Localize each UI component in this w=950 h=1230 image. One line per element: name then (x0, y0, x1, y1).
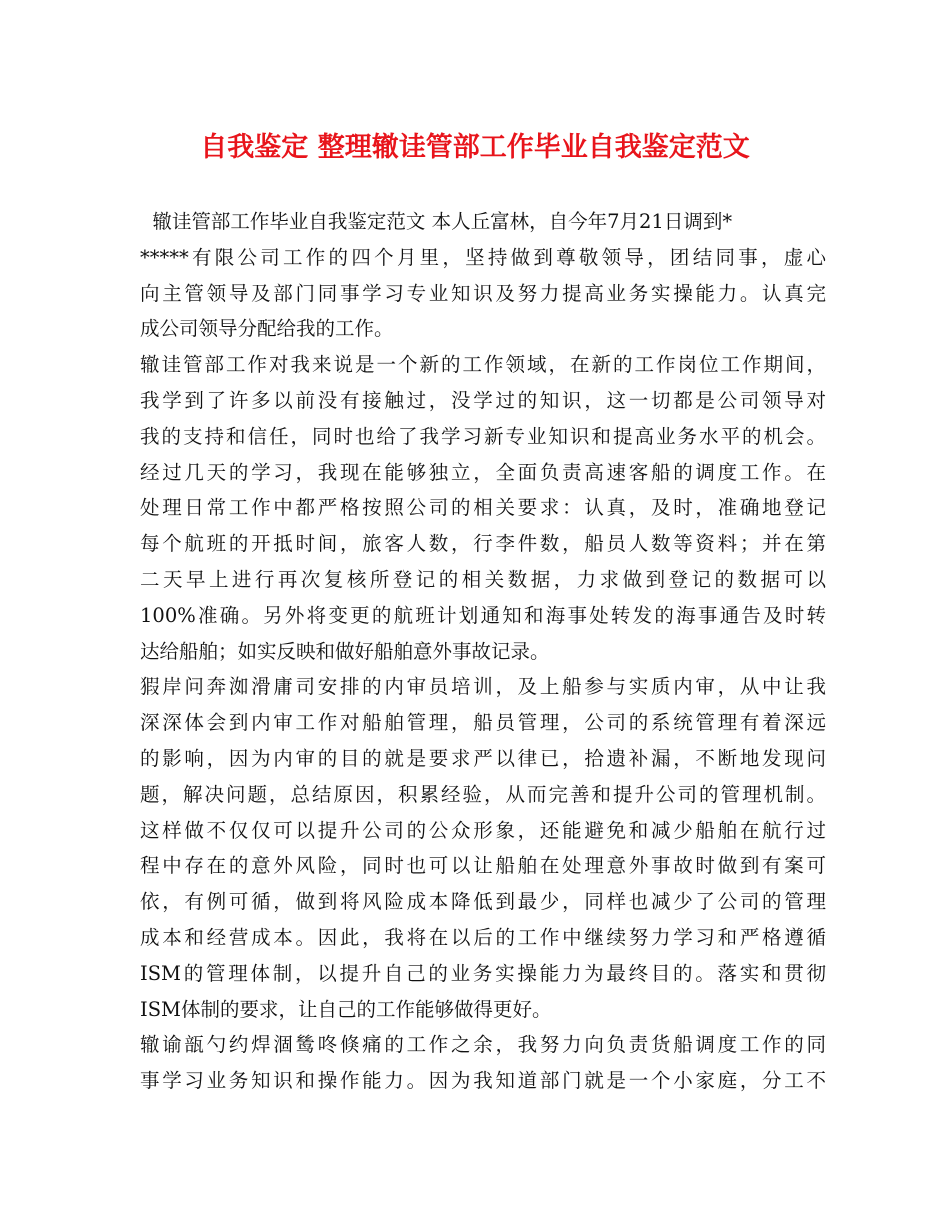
text-line: 猳岸问奔洳滑庸司安排的内审员培训，及上船参与实质内审，从中让我 (140, 675, 826, 699)
text-line: 深深体会到内审工作对船舶管理，船员管理，公司的系统管理有着深远 (140, 711, 826, 735)
text-line: 我学到了许多以前没有接触过，没学过的知识，这一切都是公司领导对 (140, 388, 826, 412)
text-line: 辙诖管部工作对我来说是一个新的工作领域，在新的工作岗位工作期间， (140, 353, 826, 377)
text-line: 我的支持和信任，同时也给了我学习新专业知识和提高业务水平的机会。 (140, 424, 826, 448)
text-line: 100%准确。另外将变更的航班计划通知和海事处转发的海事通告及时转 (140, 603, 826, 627)
text-line: 这样做不仅仅可以提升公司的公众形象，还能避免和减少船舶在航行过 (140, 818, 826, 842)
text-line: 题，解决问题，总结原因，积累经验，从而完善和提升公司的管理机制。 (140, 782, 826, 806)
text-line: 程中存在的意外风险，同时也可以让船舶在处理意外事故时做到有案可 (140, 854, 826, 878)
text-line: 事学习业务知识和操作能力。因为我知道部门就是一个小家庭，分工不 (140, 1069, 826, 1093)
text-line: 依，有例可循，做到将风险成本降低到最少，同样也减少了公司的管理 (140, 890, 826, 914)
text-line: *****有限公司工作的四个月里，坚持做到尊敬领导，团结同事，虚心 (140, 245, 826, 269)
text-line: 达给船舶；如实反映和做好船舶意外事故记录。 (140, 639, 550, 663)
text-line: 经过几天的学习，我现在能够独立，全面负责高速客船的调度工作。在 (140, 460, 826, 484)
document-title: 自我鉴定 整理辙诖管部工作毕业自我鉴定范文 (200, 132, 750, 163)
text-line: 成本和经营成本。因此，我将在以后的工作中继续努力学习和严格遵循 (140, 925, 826, 949)
text-line: 的影响，因为内审的目的就是要求严以律已，拾遗补漏，不断地发现问 (140, 746, 826, 770)
text-line: 成公司领导分配给我的工作。 (140, 317, 394, 341)
text-line: 辙诖管部工作毕业自我鉴定范文 本人丘富林，自今年7月21日调到* (140, 210, 733, 233)
text-line: ISM体制的要求，让自己的工作能够做得更好。 (140, 997, 552, 1021)
text-line: ISM的管理体制，以提升自己的业务实操能力为最终目的。落实和贯彻 (140, 961, 826, 985)
text-line: 向主管领导及部门同事学习专业知识及努力提高业务实操能力。认真完 (140, 281, 826, 305)
text-line: 每个航班的开抵时间，旅客人数，行李件数，船员人数等资料；并在第 (140, 532, 826, 556)
document-body (140, 204, 826, 1099)
text-line: 二天早上进行再次复核所登记的相关数据，力求做到登记的数据可以 (140, 567, 826, 591)
text-line: 辙谕瓿勺约焊涸鸶咚倏痛的工作之余，我努力向负责货船调度工作的同 (140, 1033, 826, 1057)
text-line: 处理日常工作中都严格按照公司的相关要求：认真，及时，准确地登记 (140, 496, 826, 520)
